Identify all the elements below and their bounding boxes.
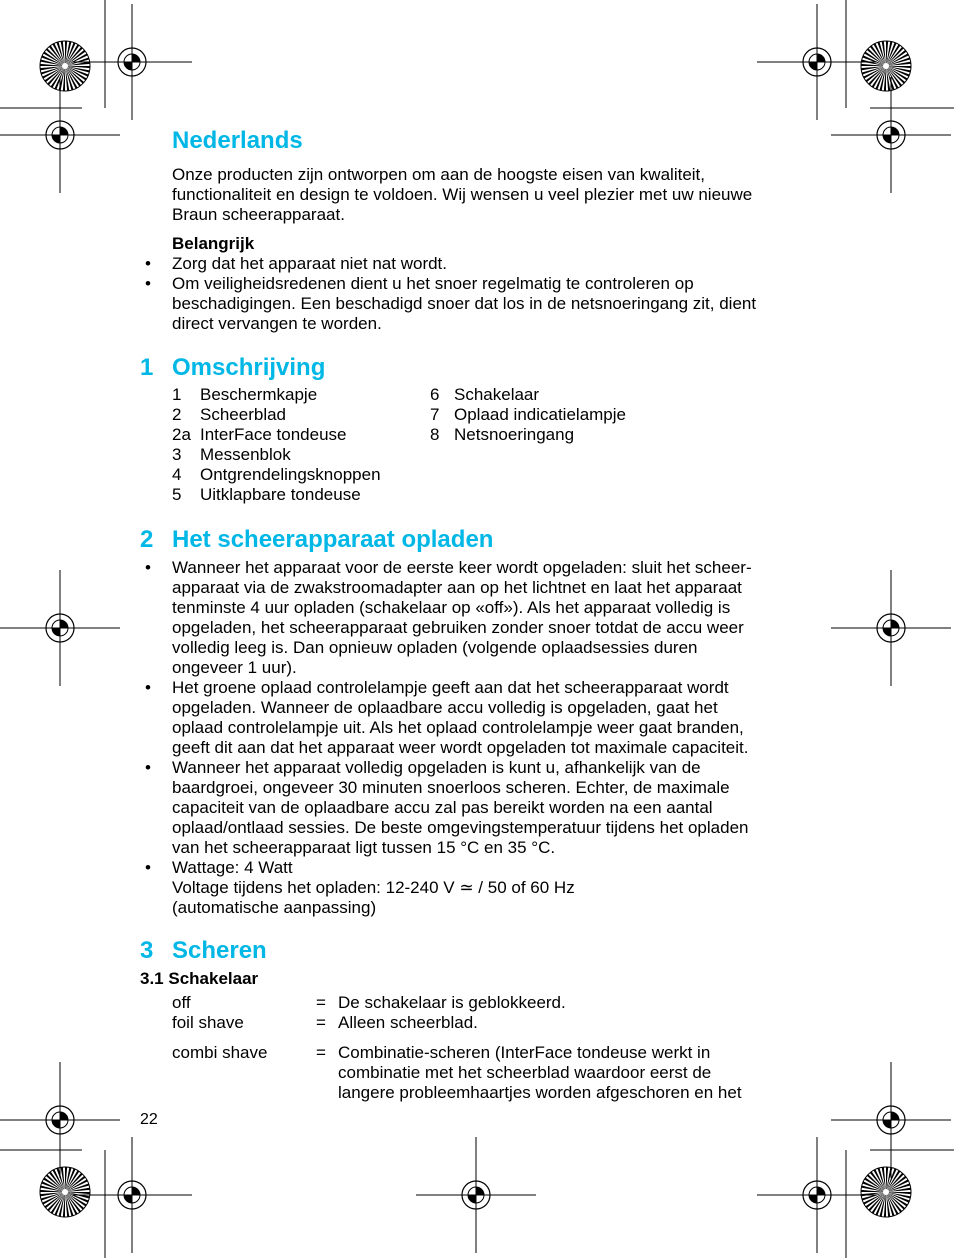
section-title: Omschrijving: [172, 354, 326, 381]
registration-mark-icon: [416, 1137, 536, 1253]
important-item: • Om veiligheidsredenen dient u het snoer regelmatig te controleren op beschadigingen. Een beschadigd snoer dat los in de netsnoeringang zit, dient direct vervangen te worden.: [140, 274, 820, 334]
charging-list: [140, 558, 820, 918]
star-target-icon: [861, 41, 911, 91]
registration-mark-icon: [831, 1062, 951, 1178]
section-number: 2: [140, 526, 154, 553]
part-item: [172, 465, 381, 485]
part-label: Messenblok: [200, 445, 291, 464]
section-2-heading: [140, 526, 493, 554]
part-number: 2: [172, 405, 182, 424]
charging-item: • Wanneer het apparaat voor de eerste keer wordt opgeladen: sluit het scheer- apparaat via de zwakstroomadapter aan op het lichtnet en laat het apparaat tenminste 4 uur opladen (schakelaar op «off»). Als het apparaat volledig is opgeladen, het scheerapparaat gebruiken zonder snoer totdat de accu weer volledig leeg is. Dan opnieuw opladen (volgende oplaadsessies duren ongeveer 1 uur).: [140, 558, 820, 678]
part-number: 3: [172, 445, 182, 464]
part-number: 2a: [172, 425, 191, 444]
part-number: 8: [430, 425, 440, 444]
charging-item: • Wanneer het apparaat volledig opgeladen is kunt u, afhankelijk van de baardgroei, ongeveer 30 minuten snoerloos scheren. Echter, de maximale capaciteit van de oplaadbare accu zal pas bereikt worden na een aantal oplaad/ontlaad sessies. De beste omgevingstemperatuur tijdens het opladen van het scheerapparaat ligt tussen 15 °C en 35 °C.: [140, 758, 820, 858]
part-label: Oplaad indicatielampje: [454, 405, 626, 424]
registration-mark-icon: [757, 4, 877, 120]
parts-column-left: [172, 385, 381, 505]
switch-key: combi shave: [172, 1043, 268, 1062]
registration-mark-icon: [831, 77, 951, 193]
part-label: Uitklapbare tondeuse: [200, 485, 361, 504]
switch-row: [172, 1043, 822, 1103]
section-1-heading: [140, 354, 325, 382]
part-number: 6: [430, 385, 440, 404]
switch-row: [172, 1013, 822, 1033]
important-item: • Zorg dat het apparaat niet nat wordt.: [140, 254, 820, 274]
switch-key: off: [172, 993, 191, 1012]
registration-mark-icon: [757, 1137, 877, 1253]
star-target-icon: [861, 1167, 911, 1217]
switch-table: [172, 993, 822, 1103]
part-label: Beschermkapje: [200, 385, 318, 404]
registration-mark-icon: [831, 570, 951, 686]
part-label: Ontgrendelingsknoppen: [200, 465, 381, 484]
part-number: 1: [172, 385, 182, 404]
charging-item: • Wattage: 4 Watt Voltage tijdens het opladen: 12-240 V ≃ / 50 of 60 Hz (automatische aanpassing): [140, 858, 820, 918]
page-number: 22: [140, 1111, 158, 1128]
registration-mark-icon: [0, 77, 120, 193]
section-3-heading: [140, 937, 267, 965]
part-item: [172, 425, 381, 445]
part-label: Scheerblad: [200, 405, 287, 424]
section-title: Scheren: [172, 937, 267, 964]
switch-value: Alleen scheerblad.: [338, 1013, 478, 1032]
section-title: Het scheerapparaat opladen: [172, 526, 494, 553]
parts-column-right: [430, 385, 626, 445]
registration-mark-icon: [0, 1062, 120, 1178]
switch-equals: =: [316, 1043, 326, 1062]
part-item: [430, 425, 626, 445]
switch-row: [172, 993, 822, 1013]
part-item: [430, 385, 626, 405]
part-label: Netsnoeringang: [454, 425, 575, 444]
switch-equals: =: [316, 1013, 326, 1032]
part-label: Schakelaar: [454, 385, 540, 404]
part-item: [430, 405, 626, 425]
page-title: Nederlands: [172, 127, 303, 154]
part-item: [172, 445, 381, 465]
section-number: 1: [140, 354, 154, 381]
important-list: [140, 254, 820, 334]
important-label: Belangrijk: [172, 234, 255, 253]
part-label: InterFace tondeuse: [200, 425, 347, 444]
intro-paragraph: Onze producten zijn ontworpen om aan de hoogste eisen van kwaliteit, functionaliteit en design te voldoen. Wij wensen u veel plezier met uw nieuwe Braun scheerapparaat.: [172, 165, 753, 224]
switch-value: De schakelaar is geblokkeerd.: [338, 993, 566, 1012]
part-number: 5: [172, 485, 182, 504]
part-item: [172, 485, 381, 505]
switch-value: Combinatie-scheren (InterFace tondeuse werkt in combinatie met het scheerblad waardoor eerst de langere probleemhaartjes worden afgeschoren en het: [338, 1043, 742, 1102]
part-item: [172, 405, 381, 425]
switch-key: foil shave: [172, 1013, 244, 1032]
subsection-heading: 3.1 Schakelaar: [140, 969, 259, 988]
switch-equals: =: [316, 993, 326, 1012]
star-target-icon: [40, 1167, 90, 1217]
charging-item: • Het groene oplaad controlelampje geeft aan dat het scheerapparaat wordt opgeladen. Wanneer de oplaadbare accu volledig is opgeladen, gaat het oplaad controlelampje uit. Als het oplaad controlelampje weer gaat branden, geeft dit aan dat het apparaat weer wordt opgeladen tot maximale capaciteit.: [140, 678, 820, 758]
star-target-icon: [40, 41, 90, 91]
part-number: 4: [172, 465, 182, 484]
part-number: 7: [430, 405, 440, 424]
section-number: 3: [140, 937, 154, 964]
part-item: [172, 385, 381, 405]
registration-mark-icon: [0, 570, 120, 686]
